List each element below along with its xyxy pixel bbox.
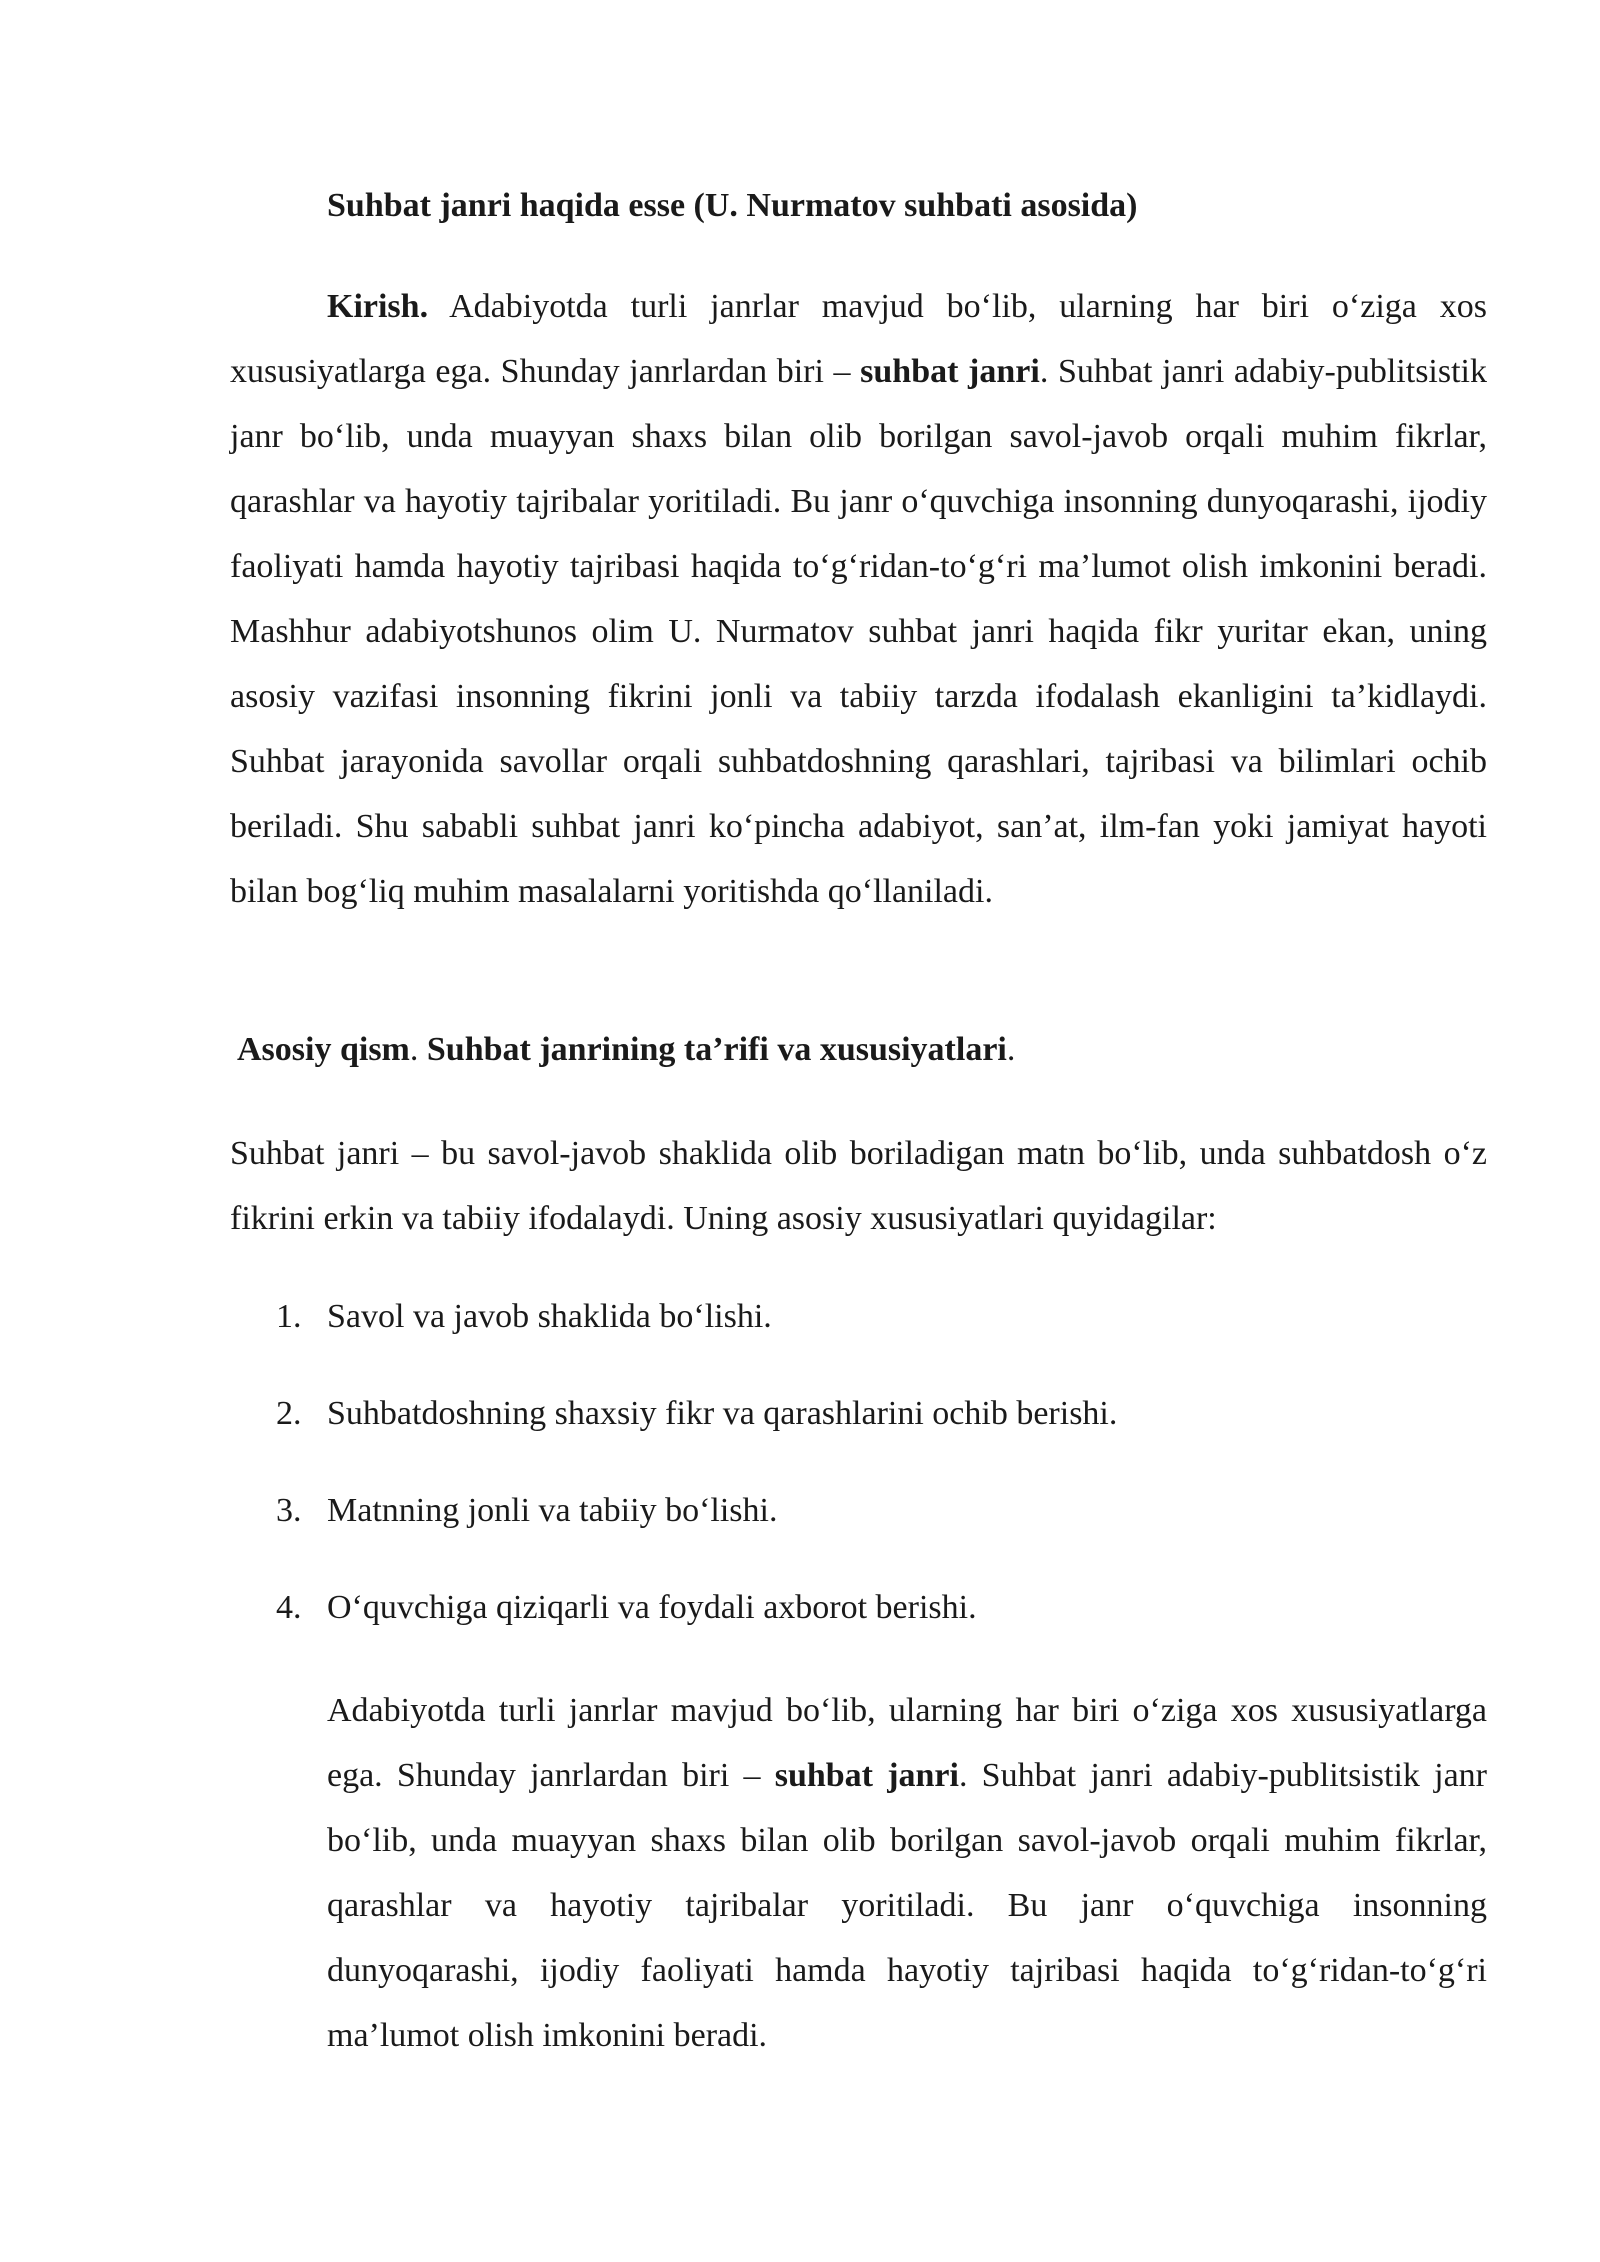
- list-item-number: 1.: [276, 1298, 302, 1335]
- list-item-text: Matnning jonli va tabiiy bo‘lishi.: [327, 1492, 778, 1529]
- closing-text-after-bold: . Suhbat janri adabiy-publitsistik janr bo‘lib, unda muayyan shaxs bilan olib borilgan savol-javob orqali muhim fikrlar, qarashlar va hayotiy tajribalar yoritiladi. Bu janr o‘quvchiga insonning dunyoqarashi, ijodiy faoliyati hamda hayotiy tajribasi haqida to‘g‘ridan-to‘g‘ri ma’lumot olish imkonini beradi.: [327, 1757, 1487, 2054]
- section-heading: [237, 1022, 1487, 1078]
- list-item: [230, 1580, 1487, 1677]
- section-separator: .: [409, 1031, 427, 1068]
- section-heading-end: .: [1006, 1031, 1016, 1068]
- intro-bold-term: suhbat janri: [860, 353, 1040, 390]
- intro-text-before-bold: Adabiyotda turli janrlar mavjud bo‘lib, ularning har biri o‘ziga xos xususiyatlarga ega. Shunday janrlardan biri –: [230, 288, 1487, 390]
- list-item-text: Savol va javob shaklida bo‘lishi.: [327, 1298, 772, 1335]
- document-title: Suhbat janri haqida esse (U. Nurmatov suhbati asosida): [327, 187, 1138, 224]
- list-item-number: 4.: [276, 1589, 302, 1626]
- list-item-number: 2.: [276, 1395, 302, 1432]
- section-label: Asosiy qism: [237, 1031, 410, 1068]
- list-item-text: O‘quvchiga qiziqarli va foydali axborot berishi.: [327, 1589, 977, 1626]
- list-item: [230, 1386, 1487, 1483]
- list-item: [230, 1289, 1487, 1386]
- intro-text-after-bold: . Suhbat janri adabiy-publitsistik janr bo‘lib, unda muayyan shaxs bilan olib borilgan savol-javob orqali muhim fikrlar, qarashlar va hayotiy tajribalar yoritiladi. Bu janr o‘quvchiga insonning dunyoqarashi, ijodiy faoliyati hamda hayotiy tajribasi haqida to‘g‘ridan-to‘g‘ri ma’lumot olish imkonini beradi. Mashhur adabiyotshunos olim U. Nurmatov suhbat janri haqida fikr yuritar ekan, uning asosiy vazifasi insonning fikrini jonli va tabiiy tarzda ifodalash ekanligini ta’kidlaydi. Suhbat jarayonida savollar orqali suhbatdoshning qarashlari, tajribasi va bilimlari ochib beriladi. Shu sababli suhbat janri ko‘pincha adabiyot, san’at, ilm-fan yoki jamiyat hayoti bilan bog‘liq muhim masalalarni yoritishda qo‘llaniladi.: [230, 353, 1487, 910]
- features-list: [230, 1289, 1487, 1677]
- closing-text-before-bold: Adabiyotda turli janrlar mavjud bo‘lib, ularning har biri o‘ziga xos xususiyatlarga ega. Shunday janrlardan biri –: [327, 1692, 1487, 1794]
- list-item-text: Suhbatdoshning shaxsiy fikr va qarashlarini ochib berishi.: [327, 1395, 1118, 1432]
- section-heading-text: Suhbat janrining ta’rifi va xususiyatlari: [426, 1031, 1007, 1068]
- intro-lead: Kirish.: [327, 288, 429, 325]
- closing-bold-term: suhbat janri: [774, 1757, 959, 1794]
- intro-paragraph: [230, 274, 1487, 924]
- closing-paragraph: [327, 1678, 1487, 2068]
- list-item-number: 3.: [276, 1492, 302, 1529]
- list-item: [230, 1483, 1487, 1580]
- section-body-paragraph: Suhbat janri – bu savol-javob shaklida olib boriladigan matn bo‘lib, unda suhbatdosh o‘z fikrini erkin va tabiiy ifodalaydi. Uning asosiy xususiyatlari quyidagilar:: [230, 1135, 1487, 1237]
